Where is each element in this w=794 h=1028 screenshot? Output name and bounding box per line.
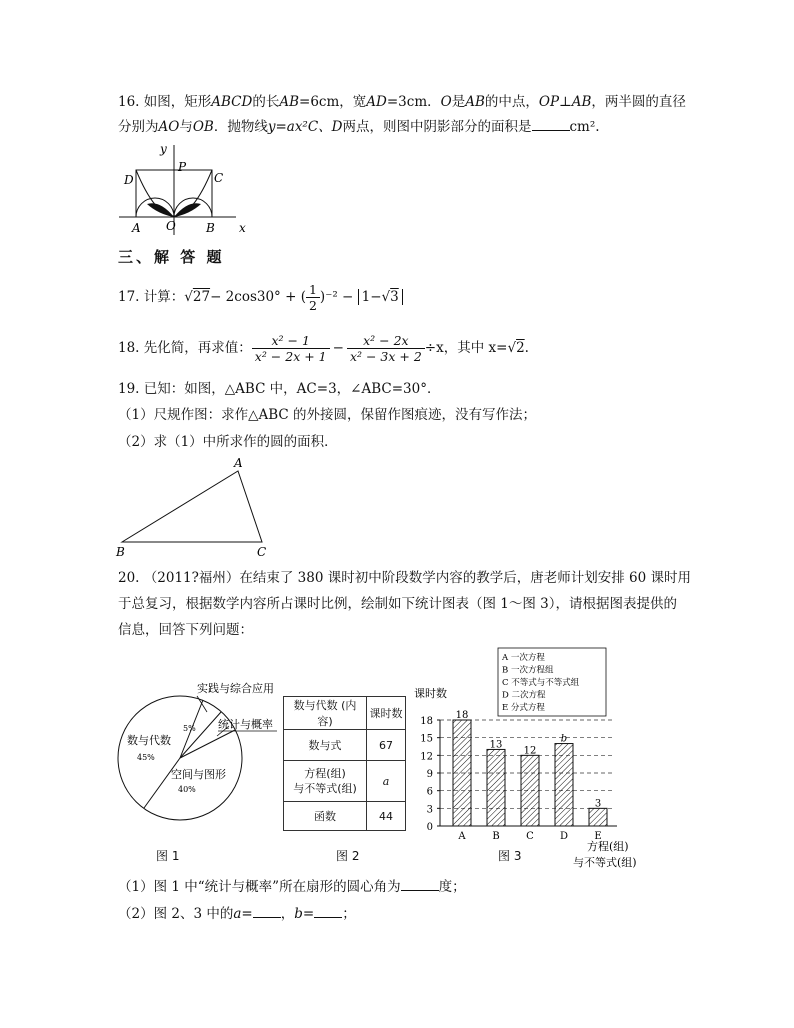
fig16-a: A <box>132 221 141 235</box>
fig19-b: B <box>116 545 125 559</box>
pie-pct-space: 40% <box>178 785 196 794</box>
chart-ytick-label: 6 <box>426 786 433 798</box>
fig2-caption: 图 2 <box>336 849 360 863</box>
fig3-caption: 图 3 <box>498 849 522 863</box>
bar-chart <box>412 645 644 875</box>
fig16-b: B <box>206 221 215 235</box>
table-cell: 44 <box>367 802 406 831</box>
q17: 17. 计算：√27− 2cos30° + ( $\frac{1}{2}$ )⁻² − 1−√3 <box>118 282 403 312</box>
q19-line2: （1）尺规作图：求作△ABC 的外接圆，保留作图痕迹，没有写作法； <box>118 407 537 423</box>
chart-xlabel-line1: 方程(组) <box>587 840 629 853</box>
table-row <box>284 730 406 761</box>
pie-chart <box>115 678 285 826</box>
chart-bar <box>521 755 539 826</box>
chart-legend-entry: D 二次方程 <box>502 690 546 701</box>
fig16-x: x <box>239 221 246 235</box>
fig16-d: D <box>124 173 134 187</box>
chart-data-label: 12 <box>523 745 537 757</box>
section-heading: 三、解 答 题 <box>118 248 225 266</box>
q20-line1: 20. （2011?福州）在结束了 380 课时初中阶段数学内容的教学后，唐老师计划安排 60 课时用 <box>118 570 691 586</box>
course-hours-table <box>283 696 406 831</box>
q20-sub1: （1）图 1 中“统计与概率”所在扇形的圆心角为 度； <box>118 879 466 895</box>
table-header-cell: 课时数 <box>367 697 406 730</box>
chart-ytick-label: 18 <box>420 716 433 727</box>
table-header <box>284 697 406 730</box>
table-cell: 67 <box>367 730 406 761</box>
chart-ytick-label: 3 <box>426 804 433 816</box>
chart-legend-entry: E 分式方程 <box>502 703 545 713</box>
pie-pct-number: 45% <box>137 753 155 762</box>
chart-data-label: b <box>560 733 568 745</box>
fig19-c: C <box>257 545 267 559</box>
chart-bar <box>589 808 607 826</box>
answer-blank-a <box>253 905 281 918</box>
q19-line1: 19. 已知：如图，△ABC 中，AC=3，∠ABC=30°． <box>118 381 441 397</box>
chart-bar <box>555 744 573 826</box>
q20-line2: 于总复习，根据数学内容所占课时比例，绘制如下统计图表（图 1～图 3），请根据图表提供的 <box>118 596 678 612</box>
chart-legend-entry: C 不等式与不等式组 <box>502 678 580 688</box>
chart-ylabel: 课时数 <box>414 687 447 700</box>
pie-label-stats: 统计与概率 <box>218 718 273 731</box>
table-cell: 函数 <box>284 802 367 831</box>
fig1-caption: 图 1 <box>156 849 180 863</box>
answer-blank <box>401 878 439 891</box>
q19-triangle-figure <box>112 455 282 561</box>
chart-legend-entry: B 一次方程组 <box>502 665 554 676</box>
q19-line3: （2）求（1）中所求作的圆的面积． <box>118 434 338 450</box>
table-header-cell: 数与代数 (内容) <box>284 697 367 730</box>
table-cell: 数与式 <box>284 730 367 761</box>
table-cell: a <box>367 761 406 802</box>
chart-ytick-label: 9 <box>426 769 433 780</box>
chart-data-label: 3 <box>594 798 602 810</box>
pie-slice-edge <box>180 712 221 758</box>
q20-sub2: （2）图 2、3 中的a= ，b= ； <box>118 906 356 922</box>
fig16-p: P <box>178 160 187 174</box>
chart-category-label: E <box>594 831 602 842</box>
chart-category-label: A <box>458 831 466 842</box>
fig19-a: A <box>234 456 243 470</box>
q20-line3: 信息，回答下列问题： <box>118 622 253 638</box>
chart-category-label: B <box>492 831 500 842</box>
table-row <box>284 761 406 802</box>
fig16-y: y <box>160 142 167 156</box>
q16-line1: 16. 如图，矩形ABCD的长AB=6cm，宽AD=3cm．O是AB的中点，OP⊥AB，两半圆的直径 <box>118 94 686 110</box>
pie-label-number: 数与代数 <box>127 734 171 747</box>
chart-ytick-label: 0 <box>426 822 433 833</box>
q16-line2: 分别为AO与OB．抛物线y=ax²C、D两点，则图中阴影部分的面积是 cm². <box>118 119 600 135</box>
answer-blank <box>532 118 570 131</box>
pie-label-practice: 实践与综合应用 <box>197 682 274 695</box>
chart-bar <box>487 749 505 826</box>
answer-blank-b <box>314 905 342 918</box>
chart-category-label: C <box>526 831 534 842</box>
pie-label-space: 空间与图形 <box>171 768 226 781</box>
chart-legend-entry: A 一次方程 <box>502 653 545 663</box>
chart-ytick-label: 12 <box>420 751 433 763</box>
chart-ytick-label: 15 <box>420 733 433 745</box>
table-row <box>284 802 406 831</box>
chart-category-label: D <box>559 831 569 842</box>
chart-data-label: 18 <box>455 710 469 721</box>
q18: 18. 先化简，再求值： $\frac{\text{x² − 1}}{\text{x² − 2x + 1}}$ − $\frac{\text{x² − 2x}}{\text{x² − 3x + 2}}$ ÷x，其中 x=√2. <box>118 333 529 364</box>
chart-bar <box>453 720 471 826</box>
chart-data-label: 13 <box>489 739 503 751</box>
pie-slice-edge <box>144 758 180 808</box>
table-cell: 方程(组) 与不等式(组) <box>284 761 367 802</box>
fig16-c: C <box>214 171 224 185</box>
chart-xlabel-line2: 与不等式(组) <box>573 856 637 869</box>
pie-pct-practice: 5% <box>183 724 196 733</box>
fig16-o: O <box>166 219 176 233</box>
pie-slice-edge <box>180 730 235 758</box>
q16-figure <box>114 140 254 238</box>
